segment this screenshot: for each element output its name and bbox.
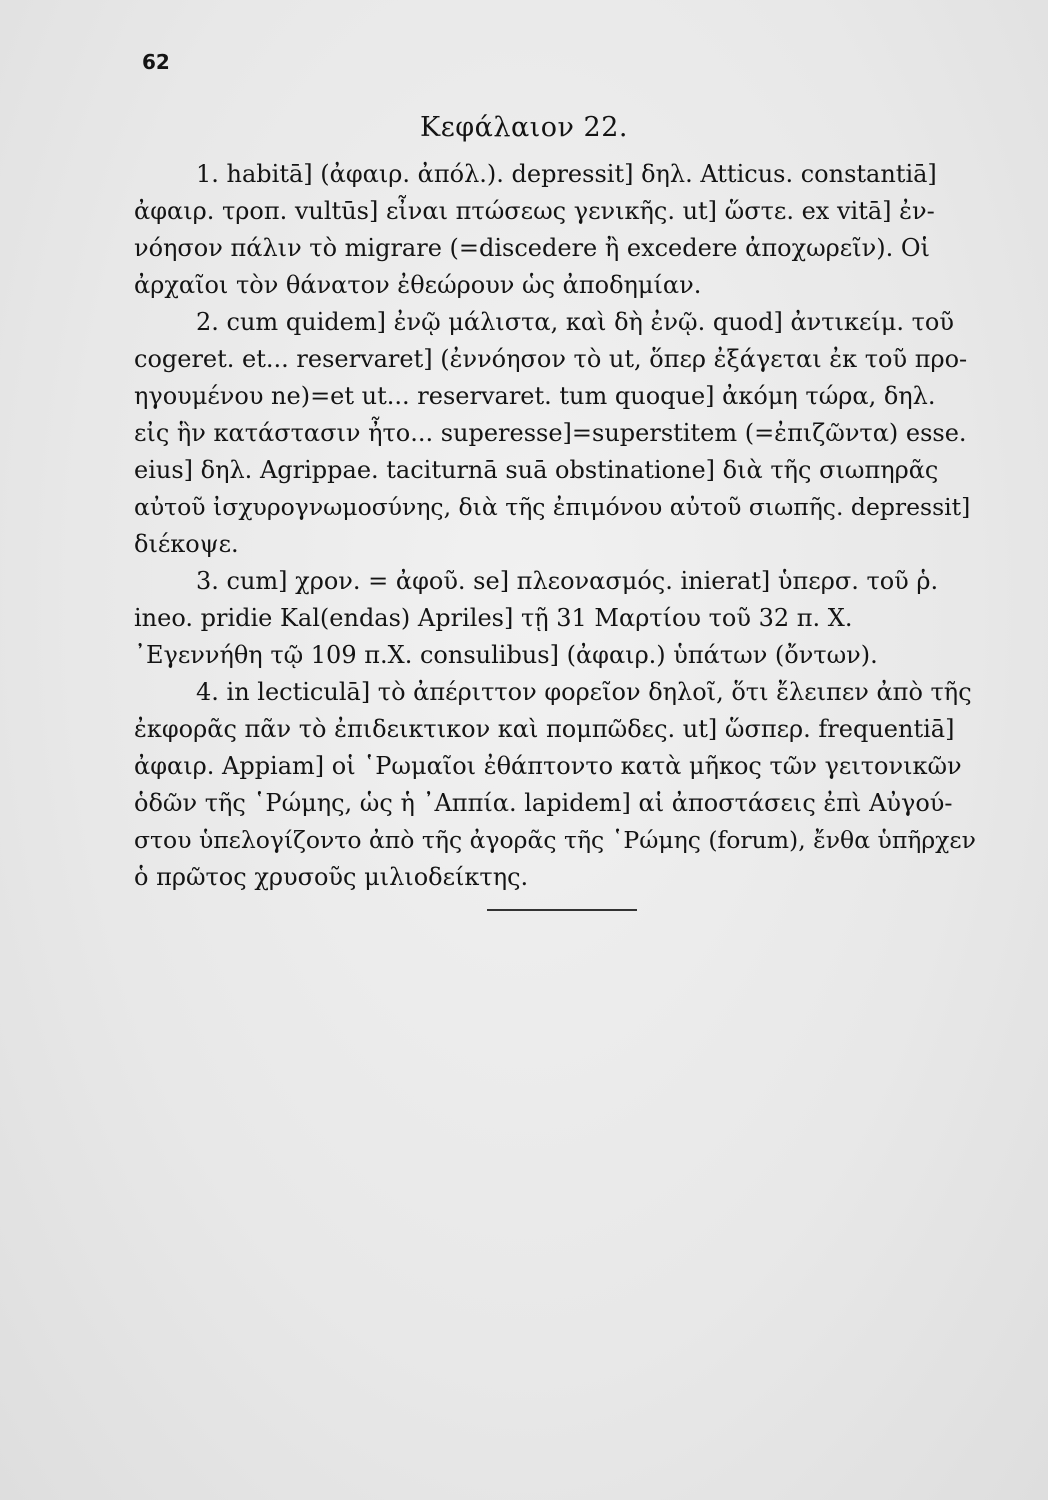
text-line: ἀφαιρ. τροπ. vultūs] εἶναι πτώσεως γενικῆς. ut] ὥστε. ex vitā] ἐν- — [134, 197, 935, 225]
text-line: eius] δηλ. Agrippae. taciturnā suā obstinatione] διὰ τῆς σιωπηρᾶς — [134, 456, 939, 484]
chapter-title: Κεφάλαιον 22. — [420, 112, 628, 143]
text-line: ineo. pridie Kal(endas) Apriles] τῇ 31 Μαρτίου τοῦ 32 π. Χ. — [134, 604, 853, 632]
text-line: 3. cum] χρον. = ἀφοῦ. se] πλεονασμός. inierat] ὑπερσ. τοῦ ῥ. — [196, 567, 939, 595]
text-line: cogeret. et... reservaret] (ἐννόησον τὸ ut, ὅπερ ἐξάγεται ἐκ τοῦ προ- — [134, 345, 968, 373]
text-line: ὁ πρῶτος χρυσοῦς μιλιοδείκτης. — [134, 863, 529, 891]
text-line: ὁδῶν τῆς ῾Ρώμης, ὡς ἡ ᾿Αππία. lapidem] αἱ ἀποστάσεις ἐπὶ Αὐγού- — [134, 789, 953, 817]
text-line: ἀρχαῖοι τὸν θάνατον ἐθεώρουν ὡς ἀποδημίαν. — [134, 271, 702, 299]
text-line: στου ὑπελογίζοντο ἀπὸ τῆς ἀγορᾶς τῆς ῾Ρώμης (forum), ἔνθα ὑπῆρχεν — [134, 826, 976, 854]
text-line: νόησον πάλιν τὸ migrare (=discedere ἢ excedere ἀποχωρεῖν). Οἱ — [134, 234, 930, 262]
text-line: 2. cum quidem] ἐνῷ μάλιστα, καὶ δὴ ἐνῷ. quod] ἀντικείμ. τοῦ — [196, 308, 954, 336]
text-line: αὐτοῦ ἰσχυρογνωμοσύνης, διὰ τῆς ἐπιμόνου αὐτοῦ σιωπῆς. depressit] — [134, 493, 971, 521]
text-line: ἐκφορᾶς πᾶν τὸ ἐπιδεικτικον καὶ πομπῶδες. ut] ὥσπερ. frequentiā] — [134, 715, 955, 743]
text-line: 1. habitā] (ἀφαιρ. ἀπόλ.). depressit] δηλ. Atticus. constantiā] — [196, 160, 937, 188]
text-line: ἀφαιρ. Appiam] οἱ ῾Ρωμαῖοι ἐθάπτοντο κατὰ μῆκος τῶν γειτονικῶν — [134, 752, 962, 780]
text-line: εἰς ἣν κατάστασιν ἦτο... superesse]=superstitem (=ἐπιζῶντα) esse. — [134, 419, 967, 447]
text-line: 4. in lecticulā] τὸ ἀπέριττον φορεῖον δηλοῖ, ὅτι ἔλειπεν ἀπὸ τῆς — [196, 678, 972, 706]
section-divider — [487, 909, 637, 911]
text-line: διέκοψε. — [134, 530, 239, 558]
commentary-text — [134, 156, 986, 896]
text-line: ᾿Εγεννήθη τῷ 109 π.Χ. consulibus] (ἀφαιρ.) ὑπάτων (ὄντων). — [134, 641, 878, 669]
page-number: 62 — [142, 50, 170, 74]
text-line: ηγουμένου ne)=et ut... reservaret. tum quoque] ἀκόμη τώρα, δηλ. — [134, 382, 936, 410]
